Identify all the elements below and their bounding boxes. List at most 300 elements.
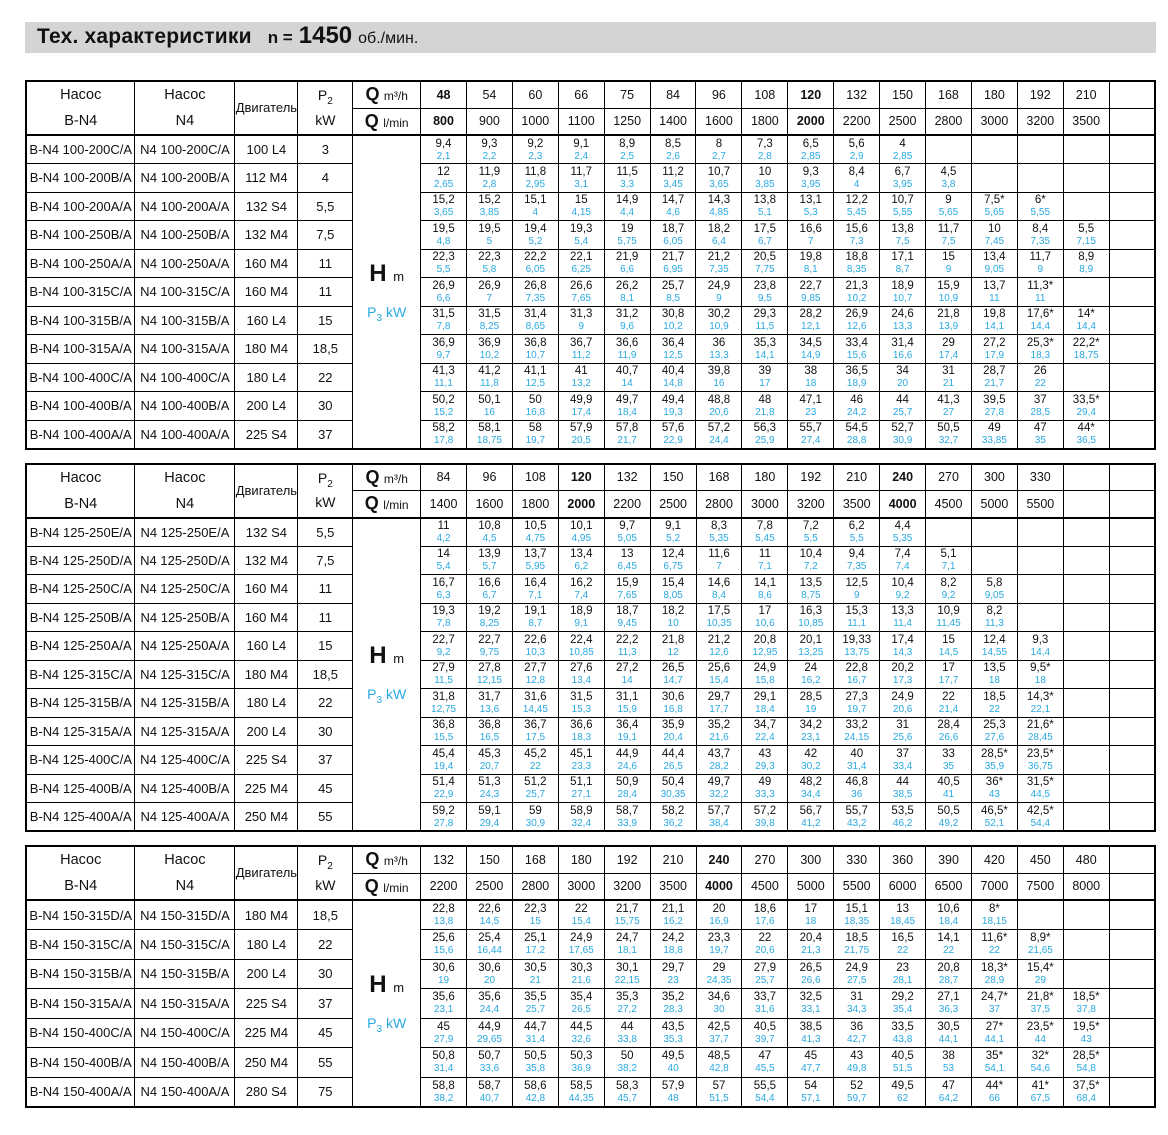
p3-value: 7,45 xyxy=(984,235,1005,247)
p3-value: 10,9 xyxy=(709,321,729,333)
h-value: 22,7 xyxy=(432,633,455,646)
h-value: 24,7 xyxy=(615,932,639,945)
h-value: 38 xyxy=(942,1050,955,1063)
data-cell xyxy=(1063,575,1109,604)
p3-value: 7 xyxy=(807,235,814,247)
data-cell xyxy=(512,575,558,604)
p2-cell: 5,5 xyxy=(298,192,353,221)
data-cell xyxy=(466,363,512,392)
p3-value: 15,4 xyxy=(709,675,729,687)
data-cell xyxy=(512,900,558,930)
h-value: 13,3 xyxy=(891,605,914,618)
speed-unit: об./мин. xyxy=(358,30,419,47)
data-cell xyxy=(696,278,742,307)
h-value: 34,7 xyxy=(753,719,777,732)
h-value: 36,8 xyxy=(524,336,547,349)
h-value: 24,9 xyxy=(891,690,914,703)
pump-n4-cell: N4 100-250A/A xyxy=(135,249,235,278)
pump-bn4-cell: B-N4 150-400C/A xyxy=(26,1018,135,1048)
pump-n4-cell: N4 150-400B/A xyxy=(135,1048,235,1078)
data-cell xyxy=(1063,803,1109,832)
p3-value: 14,5 xyxy=(938,646,959,658)
p3-value: 11,3 xyxy=(985,618,1004,630)
h-value: 37,5* xyxy=(1072,1079,1100,1092)
p3-value: 18 xyxy=(988,675,1000,687)
p3-value: 26,6 xyxy=(938,732,959,744)
h-value: 26,5 xyxy=(661,662,685,675)
h-value: 58,9 xyxy=(570,804,593,817)
p2-cell: 45 xyxy=(298,1018,353,1048)
p3-value: 18,4 xyxy=(755,703,775,715)
h-value: 18,7 xyxy=(615,605,639,618)
q-value-header: 300 xyxy=(971,464,1017,491)
p3-value: 7,35 xyxy=(709,264,729,276)
p3-value: 17,9 xyxy=(984,349,1005,361)
table-header xyxy=(26,846,1155,900)
motor-cell: 160 L4 xyxy=(235,306,298,335)
h-value: 27,6 xyxy=(570,662,593,675)
p3-value: 7,4 xyxy=(895,561,910,573)
p3-value: 18 xyxy=(805,378,817,390)
h-value: 15 xyxy=(574,194,588,207)
data-cell xyxy=(512,660,558,689)
data-cell xyxy=(558,1048,604,1078)
data-cell xyxy=(880,192,926,221)
data-cell xyxy=(512,632,558,661)
p3-value: 15,3 xyxy=(571,703,592,715)
q-value-header: 2000 xyxy=(558,491,604,518)
h-value: 49,5 xyxy=(891,1079,914,1092)
pump-n4-cell: N4 100-400B/A xyxy=(135,392,235,421)
motor-cell: 225 M4 xyxy=(235,1018,298,1048)
h-value: 42,5* xyxy=(1026,804,1054,817)
data-cell xyxy=(788,989,834,1019)
p3-value: 37,7 xyxy=(709,1033,729,1045)
h-value: 22,3 xyxy=(432,251,455,264)
p3-value: 15,9 xyxy=(617,703,637,715)
p3-value: 28,9 xyxy=(984,974,1005,986)
h-value: 43 xyxy=(850,1050,864,1063)
h-value: 31,5 xyxy=(570,690,593,703)
data-cell xyxy=(1063,959,1109,989)
data-cell xyxy=(604,930,650,960)
p3-value: 20,6 xyxy=(755,945,775,957)
p3-value: 8,65 xyxy=(525,321,546,333)
data-cell xyxy=(421,1077,467,1107)
motor-cell: 132 S4 xyxy=(235,518,298,547)
q-symbol: Q xyxy=(364,493,379,514)
h-value: 31,4 xyxy=(891,336,914,349)
data-cell xyxy=(421,164,467,193)
p3-value: 30,2 xyxy=(801,760,821,772)
table-section-150 xyxy=(25,845,1156,1108)
data-cell xyxy=(880,900,926,930)
q-value-header: 210 xyxy=(1063,81,1109,108)
data-cell xyxy=(421,518,467,547)
data-cell xyxy=(926,689,972,718)
p3-value: 3,85 xyxy=(479,207,500,219)
data-cell xyxy=(926,632,972,661)
pump-n4-cell: N4 150-400A/A xyxy=(135,1077,235,1107)
h-value: 23,8 xyxy=(753,279,777,292)
p3-value: 5,75 xyxy=(617,235,637,247)
h-value: 59,1 xyxy=(478,804,501,817)
p3-value: 9,2 xyxy=(436,646,451,658)
p3-value: 13,3 xyxy=(709,349,729,361)
data-cell xyxy=(650,660,696,689)
h-value: 58,7 xyxy=(615,804,639,817)
h-value: 16,6 xyxy=(478,576,501,589)
data-cell xyxy=(421,900,467,930)
data-cell xyxy=(788,221,834,250)
p3-value: 10,85 xyxy=(568,646,594,658)
h-value: 10,4 xyxy=(891,576,914,589)
h-value: 22,2* xyxy=(1072,336,1100,349)
data-cell xyxy=(650,192,696,221)
motor-cell: 132 S4 xyxy=(235,192,298,221)
data-cell xyxy=(604,660,650,689)
h-value: 4,5 xyxy=(940,165,957,178)
h-value: 29,3 xyxy=(753,308,777,321)
data-cell xyxy=(742,546,788,575)
p3-value: 36,2 xyxy=(663,817,683,829)
p3-value: 3,95 xyxy=(801,178,821,190)
h-value: 6,2 xyxy=(848,520,865,532)
motor-cell: 250 M4 xyxy=(235,1048,298,1078)
h-value: 13,7 xyxy=(524,548,547,561)
h-value: 36,9 xyxy=(478,336,501,349)
p3-value: 7,4 xyxy=(574,589,589,601)
h-value: 49 xyxy=(987,422,1001,434)
h-value: 58,6 xyxy=(524,1079,547,1092)
p3-value: 28,4 xyxy=(617,789,637,801)
h-value: 50,2 xyxy=(432,393,455,406)
data-cell xyxy=(971,221,1017,250)
data-cell xyxy=(467,959,513,989)
data-cell xyxy=(696,689,742,718)
data-cell xyxy=(1063,192,1109,221)
p2-cell: 18,5 xyxy=(298,335,353,364)
h-value: 18,7 xyxy=(661,222,685,235)
h-value: 31,4 xyxy=(524,308,547,321)
p3-value: 22,9 xyxy=(663,435,683,446)
h-value: 30,6 xyxy=(478,961,501,974)
q-value-header: 168 xyxy=(926,81,972,108)
pump-n4-column-header: Насос N4 xyxy=(135,81,235,135)
h-value: 8,9 xyxy=(1078,251,1095,264)
p3-value: 53 xyxy=(942,1063,955,1075)
data-cell xyxy=(1109,900,1155,930)
p2-cell: 30 xyxy=(298,959,353,989)
p3-value: 18,15 xyxy=(981,916,1007,927)
data-cell xyxy=(696,803,742,832)
table-row xyxy=(26,1077,1155,1107)
motor-cell: 100 L4 xyxy=(235,135,298,164)
data-cell xyxy=(650,689,696,718)
data-cell xyxy=(880,660,926,689)
h-value: 20,8 xyxy=(937,961,960,974)
h-value: 49 xyxy=(758,776,772,789)
data-cell xyxy=(421,221,467,250)
data-cell xyxy=(926,900,972,930)
p3-value: 8,25 xyxy=(479,618,500,630)
q-value-header: 4500 xyxy=(742,873,788,900)
data-cell xyxy=(926,989,972,1019)
p3-value: 14,7 xyxy=(663,675,683,687)
data-cell xyxy=(742,803,788,832)
data-cell xyxy=(696,249,742,278)
data-cell xyxy=(788,306,834,335)
p3-value: 4,4 xyxy=(620,207,635,219)
data-cell xyxy=(466,335,512,364)
p2-cell: 4 xyxy=(298,164,353,193)
p3-value: 6,6 xyxy=(436,292,451,304)
p3-value: 13,2 xyxy=(571,378,591,390)
h-value: 25,1 xyxy=(524,932,547,945)
h-value: 22,8 xyxy=(845,662,868,675)
h-value: 14,3 xyxy=(707,194,731,207)
data-cell xyxy=(421,306,467,335)
p3-value: 28,45 xyxy=(1027,732,1053,744)
p3-value: 14,8 xyxy=(663,378,683,390)
h-value: 7,3 xyxy=(756,137,773,150)
h-value: 10,9 xyxy=(937,605,960,618)
data-cell xyxy=(880,249,926,278)
h-value: 43,7 xyxy=(707,747,731,760)
data-cell xyxy=(926,803,972,832)
h-value: 25,3 xyxy=(983,719,1006,732)
data-cell xyxy=(1109,1048,1155,1078)
motor-cell: 180 M4 xyxy=(235,900,298,930)
q-value-header: 800 xyxy=(421,108,467,135)
pump-bn4-column-header: Насос B-N4 xyxy=(26,846,135,900)
p3-value: 5,45 xyxy=(755,533,775,544)
h-value: 42,5 xyxy=(707,1020,731,1033)
h-value: 17 xyxy=(758,605,772,618)
data-cell xyxy=(604,363,650,392)
data-cell xyxy=(696,192,742,221)
data-cell xyxy=(1063,221,1109,250)
p3-value: 2,9 xyxy=(849,150,864,162)
data-cell xyxy=(604,306,650,335)
motor-cell: 200 L4 xyxy=(235,392,298,421)
data-cell xyxy=(1109,363,1155,392)
p3-value: 8,9 xyxy=(1079,264,1094,276)
h-value: 46 xyxy=(850,393,864,406)
p3-value: 19,3 xyxy=(663,406,683,418)
data-cell xyxy=(696,746,742,775)
data-cell xyxy=(558,335,604,364)
q-value-header xyxy=(1109,81,1155,108)
h-value: 12,5 xyxy=(845,576,868,589)
data-cell xyxy=(650,164,696,193)
p3-value: 11,9 xyxy=(617,349,637,361)
p3-value: 14,55 xyxy=(981,646,1007,658)
p3-value: 14,4 xyxy=(1030,646,1051,658)
data-cell xyxy=(1063,363,1109,392)
p3-value: 27,1 xyxy=(571,789,592,801)
h-value: 31,5* xyxy=(1026,776,1054,789)
data-cell xyxy=(650,221,696,250)
data-cell xyxy=(971,192,1017,221)
data-cell xyxy=(1063,335,1109,364)
h-value: 35,2 xyxy=(707,719,731,732)
data-cell xyxy=(558,1077,604,1107)
p3-value: 24,6 xyxy=(617,760,637,772)
h-value: 12 xyxy=(437,165,450,178)
p3-value: 20,4 xyxy=(663,732,683,744)
h-value: 25,7 xyxy=(661,279,685,292)
data-cell xyxy=(834,632,880,661)
data-cell xyxy=(1109,575,1155,604)
h-value: 11,7 xyxy=(1029,251,1052,264)
data-cell xyxy=(880,306,926,335)
q-value-header xyxy=(1109,873,1155,900)
p3-value: 21 xyxy=(942,378,955,390)
data-cell xyxy=(742,660,788,689)
h-value: 49,4 xyxy=(661,393,685,406)
table-row xyxy=(26,420,1155,449)
data-cell xyxy=(650,717,696,746)
p3-value: 5,5 xyxy=(803,533,818,544)
pump-bn4-cell: B-N4 125-250C/A xyxy=(26,575,135,604)
data-cell xyxy=(834,746,880,775)
data-cell xyxy=(696,717,742,746)
q-value-header xyxy=(1063,491,1109,518)
data-cell xyxy=(971,518,1017,547)
q-value-header: 210 xyxy=(834,464,880,491)
p3-value: 18,45 xyxy=(890,916,916,927)
h-value: 40,5 xyxy=(753,1020,777,1033)
data-cell xyxy=(1109,1018,1155,1048)
h-value: 35,6 xyxy=(478,991,501,1004)
h-value: 18,2 xyxy=(707,222,731,235)
h-value: 7,5* xyxy=(984,194,1005,207)
data-cell xyxy=(696,164,742,193)
h-value: 45 xyxy=(804,1050,818,1063)
data-cell xyxy=(467,603,513,632)
motor-cell: 160 M4 xyxy=(235,603,298,632)
data-cell xyxy=(558,660,604,689)
h-value: 44,5 xyxy=(570,1020,593,1033)
p3-value: 38,5 xyxy=(892,789,913,801)
p3-value: 10,2 xyxy=(479,349,500,361)
p3-value: 54,8 xyxy=(1076,1063,1096,1075)
p3-value: 33,1 xyxy=(801,1004,821,1016)
data-cell xyxy=(696,1018,742,1048)
h-value: 49,7 xyxy=(615,393,639,406)
h-value: 4,4 xyxy=(894,520,911,532)
data-cell xyxy=(696,335,742,364)
data-cell xyxy=(604,164,650,193)
p3-value: 3,85 xyxy=(755,178,775,190)
p3-value: 46,2 xyxy=(892,817,913,829)
h-value: 41,3 xyxy=(937,393,960,406)
h-value: 50,4 xyxy=(661,776,685,789)
h-value: 41* xyxy=(1031,1079,1049,1092)
p3-value: 5,2 xyxy=(666,533,681,544)
table-row xyxy=(26,746,1155,775)
motor-cell: 180 L4 xyxy=(235,930,298,960)
p3-value: 67,5 xyxy=(1030,1092,1051,1104)
h-value: 22,4 xyxy=(570,633,593,646)
pump-n4-cell: N4 100-200C/A xyxy=(135,135,235,164)
data-cell xyxy=(421,249,467,278)
h-value: 57,7 xyxy=(707,804,731,817)
h-value: 32,5 xyxy=(799,991,822,1004)
p3-value: 13,6 xyxy=(479,703,500,715)
h-value: 47 xyxy=(1033,422,1047,434)
h-value: 27,2 xyxy=(983,336,1006,349)
data-cell xyxy=(512,164,558,193)
data-cell xyxy=(421,278,467,307)
data-cell xyxy=(467,900,513,930)
data-cell xyxy=(1109,546,1155,575)
p3-value: 25,7 xyxy=(892,406,913,418)
pump-bn4-cell: B-N4 150-315C/A xyxy=(26,930,135,960)
p3-value: 18,9 xyxy=(846,378,867,390)
data-cell xyxy=(926,1018,972,1048)
p3-value: 19 xyxy=(437,974,450,986)
p3-value: 14,45 xyxy=(522,703,548,715)
p3-value: 35,9 xyxy=(984,760,1005,772)
page-title: Тех. характеристики xyxy=(37,25,252,48)
h-value: 33,5 xyxy=(891,1020,914,1033)
q-flow-label: Q l/min xyxy=(353,873,421,900)
data-cell xyxy=(604,1048,650,1078)
p3-value: 31,4 xyxy=(433,1063,454,1075)
h-value: 35,9 xyxy=(661,719,685,732)
h-value: 28,4 xyxy=(937,719,960,732)
data-cell xyxy=(1017,803,1063,832)
p3-value: 43,2 xyxy=(846,817,867,829)
p3-value: 44 xyxy=(1034,1033,1046,1045)
p3-value: 30,9 xyxy=(525,817,546,829)
data-cell xyxy=(788,546,834,575)
data-cell xyxy=(1017,363,1063,392)
data-cell xyxy=(1063,746,1109,775)
h-value: 27* xyxy=(985,1020,1004,1033)
p3-value: 33,3 xyxy=(755,789,775,801)
q-value-header: 300 xyxy=(788,846,834,873)
data-cell xyxy=(558,930,604,960)
q-value-header: 84 xyxy=(421,464,467,491)
h-value: 39 xyxy=(758,365,772,378)
pump-bn4-cell: B-N4 125-250A/A xyxy=(26,632,135,661)
p3-value: 16,9 xyxy=(709,916,729,927)
p3-value: 32,7 xyxy=(938,435,959,446)
pump-bn4-cell: B-N4 150-315D/A xyxy=(26,900,135,930)
h-value: 47 xyxy=(942,1079,955,1092)
p3-value: 29,4 xyxy=(479,817,500,829)
h-value: 34,2 xyxy=(799,719,822,732)
p3-value: 7,65 xyxy=(571,292,591,304)
p3-value: 64,2 xyxy=(938,1092,959,1104)
q-value-header: 180 xyxy=(742,464,788,491)
h-value: 30,3 xyxy=(570,961,593,974)
data-cell xyxy=(971,717,1017,746)
data-cell xyxy=(1017,1018,1063,1048)
p3-value: 22 xyxy=(988,703,1000,715)
data-cell xyxy=(558,632,604,661)
p2-cell: 22 xyxy=(298,363,353,392)
data-cell xyxy=(421,575,467,604)
p3-value: 29,3 xyxy=(755,760,775,772)
data-cell xyxy=(696,989,742,1019)
h-value: 57,2 xyxy=(707,422,731,434)
h-value: 31,3 xyxy=(570,308,593,321)
pump-bn4-cell: B-N4 125-250D/A xyxy=(26,546,135,575)
